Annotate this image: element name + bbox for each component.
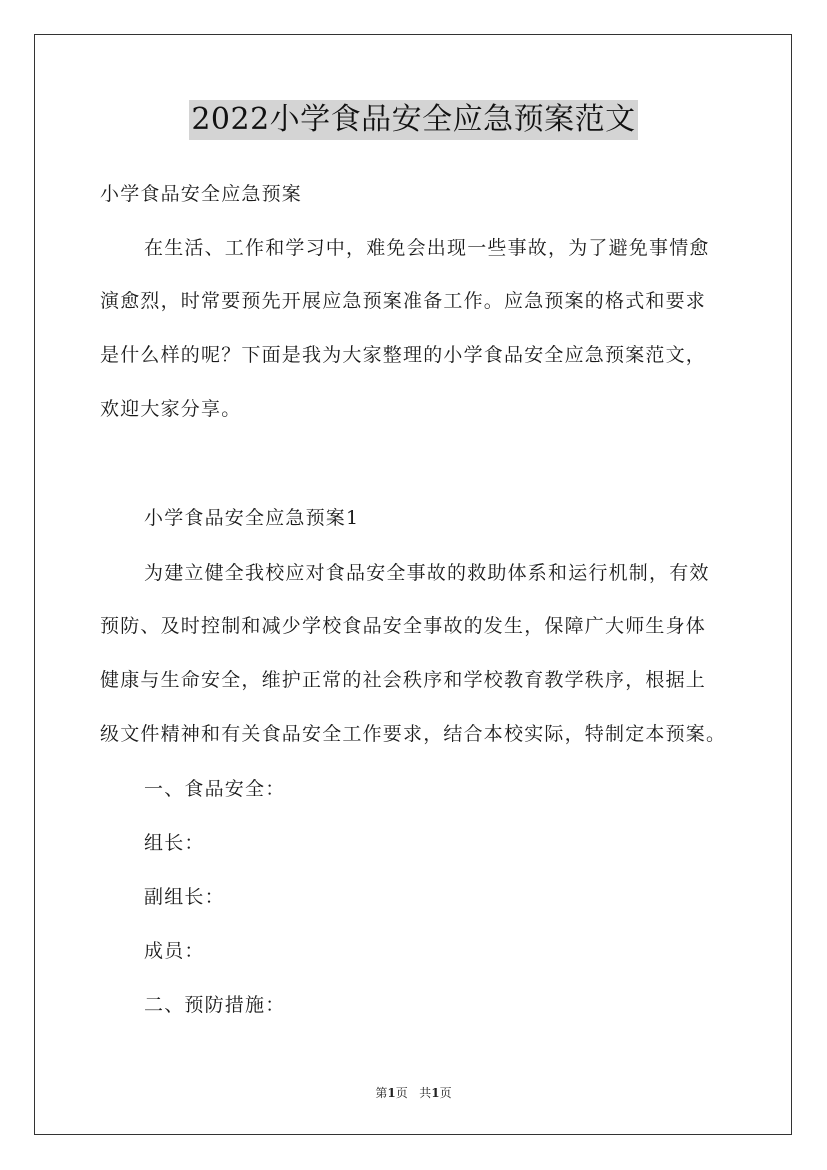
paragraph-line: 为建立健全我校应对食品安全事故的救助体系和运行机制，有效 <box>144 562 710 584</box>
list-heading: 一、食品安全： <box>144 778 286 800</box>
footer-total-prefix: 共 <box>419 1086 432 1100</box>
footer-page-number: 1 <box>387 1086 396 1100</box>
paragraph-line: 预防、及时控制和减少学校食品安全事故的发生，保障广大师生身体 <box>100 615 707 637</box>
paragraph-line: 演愈烈，时常要预先开展应急预案准备工作。应急预案的格式和要求 <box>100 290 707 312</box>
list-item: 副组长： <box>144 886 225 908</box>
paragraph-line: 级文件精神和有关食品安全工作要求，结合本校实际，特制定本预案。 <box>100 723 727 745</box>
paragraph-line: 在生活、工作和学习中，难免会出现一些事故，为了避免事情愈 <box>144 237 710 259</box>
paragraph-line: 健康与生命安全，维护正常的社会秩序和学校教育教学秩序，根据上 <box>100 669 707 691</box>
list-item: 成员： <box>144 940 205 962</box>
document-title: 2022小学食品安全应急预案范文 <box>189 100 637 140</box>
footer-page-suffix: 页 <box>395 1086 408 1100</box>
list-item: 组长： <box>144 832 205 854</box>
paragraph-line: 欢迎大家分享。 <box>100 398 242 420</box>
footer-total-suffix: 页 <box>439 1086 452 1100</box>
list-heading: 二、预防措施： <box>144 994 286 1016</box>
footer-page-prefix: 第 <box>375 1086 388 1100</box>
title-container <box>0 100 827 140</box>
section-heading: 小学食品安全应急预案1 <box>144 507 360 529</box>
footer-total-pages: 1 <box>431 1086 440 1100</box>
page-footer <box>0 1085 827 1101</box>
subtitle-line: 小学食品安全应急预案 <box>100 183 303 205</box>
paragraph-line: 是什么样的呢？下面是我为大家整理的小学食品安全应急预案范文， <box>100 344 707 366</box>
